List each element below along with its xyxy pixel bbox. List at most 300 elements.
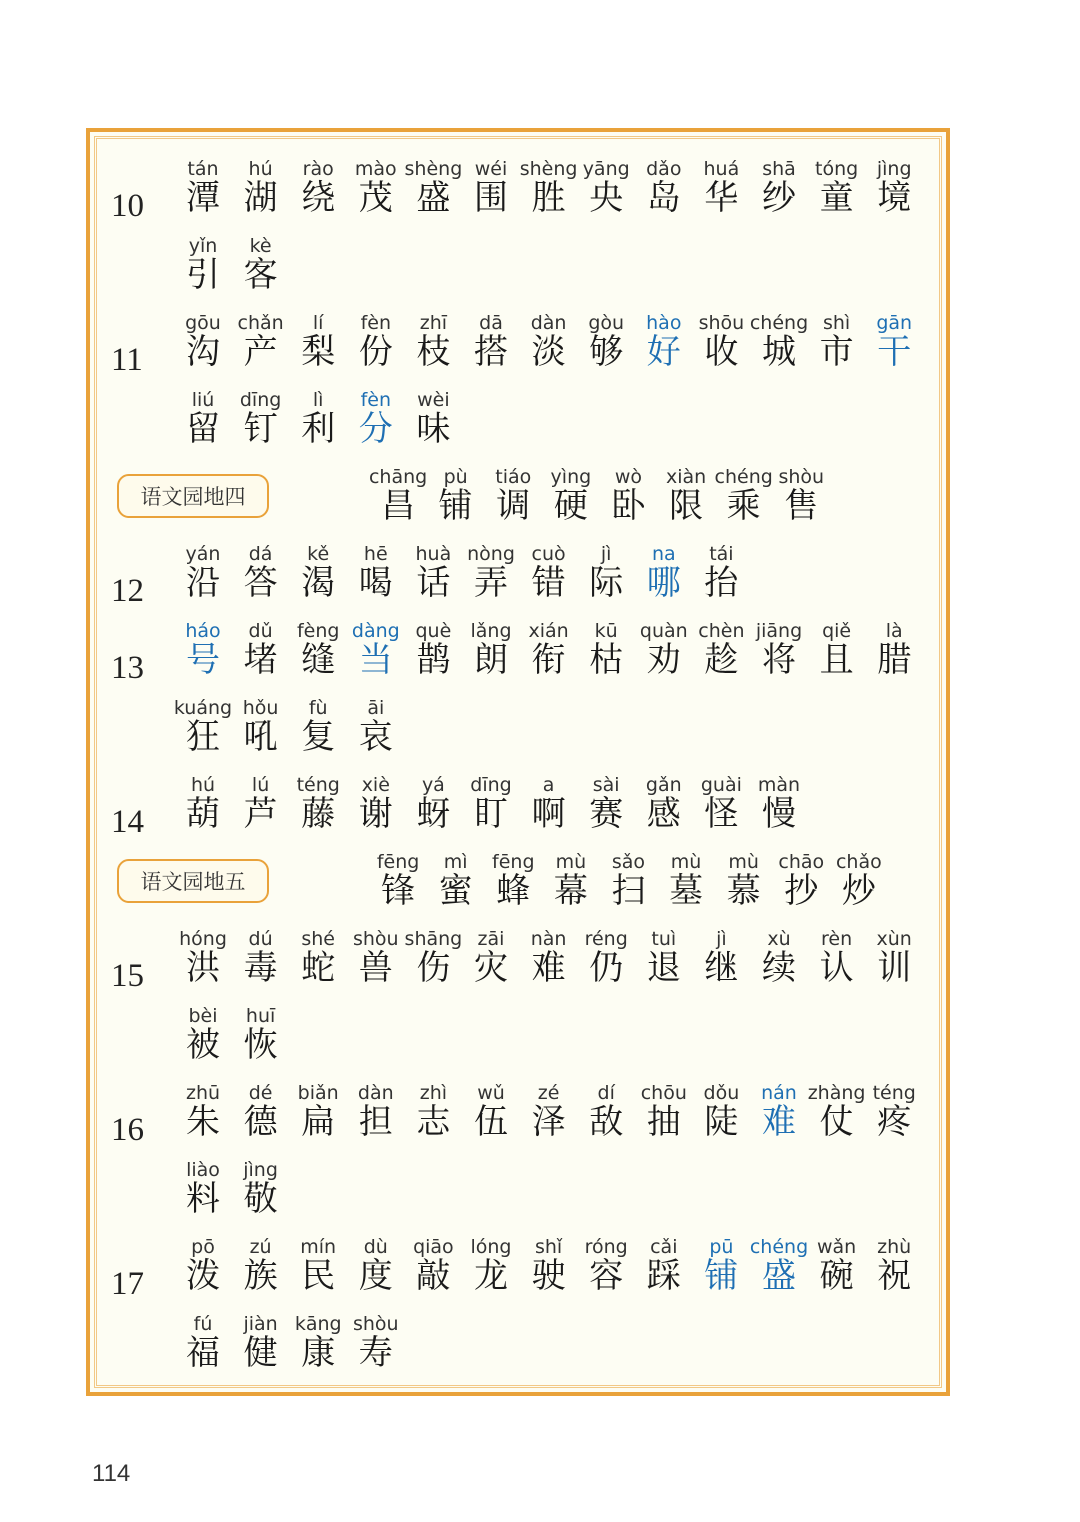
pinyin: huà (415, 543, 452, 565)
hanzi: 潭 (186, 178, 220, 218)
character-cell (541, 835, 601, 911)
hanzi: 吼 (243, 717, 278, 757)
pinyin: dīng (470, 774, 512, 796)
character-cell (231, 373, 291, 449)
character-cell (368, 835, 428, 911)
character-cell (519, 604, 579, 680)
hanzi: 纱 (762, 178, 796, 218)
character-cell (368, 450, 428, 526)
pinyin: chǎn (237, 312, 284, 334)
pinyin: zé (537, 1082, 560, 1104)
polyphonic-character-cell (634, 296, 694, 372)
character-cell (173, 1143, 233, 1219)
hanzi: 赛 (589, 794, 624, 834)
character-cell (864, 604, 924, 680)
character-cell (461, 527, 521, 603)
hanzi: 哀 (358, 717, 393, 757)
pinyin: nán (761, 1082, 797, 1104)
character-cell (461, 912, 521, 988)
pinyin: yá (421, 774, 445, 796)
hanzi: 担 (358, 1102, 393, 1142)
character-cell (173, 758, 233, 834)
pinyin: xiàn (665, 466, 707, 488)
hanzi: 容 (589, 1256, 624, 1296)
hanzi: 话 (416, 563, 451, 603)
character-cell (807, 912, 867, 988)
character-cell (231, 219, 291, 295)
hanzi: 乘 (726, 486, 761, 526)
pinyin: gōu (185, 312, 221, 334)
hanzi: 退 (646, 948, 681, 988)
hanzi: 哪 (646, 563, 681, 603)
pinyin: chéng (749, 312, 809, 334)
character-cell (288, 1220, 348, 1296)
hanzi: 仍 (589, 948, 624, 988)
pinyin: jìng (243, 1159, 278, 1181)
character-cell (173, 1297, 233, 1373)
pinyin: róng (584, 1236, 628, 1258)
hanzi: 利 (301, 409, 336, 449)
hanzi: 伤 (416, 948, 451, 988)
polyphonic-character-cell (346, 373, 406, 449)
character-cell (403, 604, 463, 680)
pinyin: wò (614, 466, 643, 488)
character-cell (807, 142, 867, 218)
pinyin: chāo (778, 851, 825, 873)
pinyin: dá (248, 543, 273, 565)
hanzi: 驶 (531, 1256, 566, 1296)
hanzi: 仗 (819, 1102, 854, 1142)
polyphonic-character-cell (749, 1066, 809, 1142)
hanzi: 民 (301, 1256, 336, 1296)
pinyin: kè (249, 235, 272, 257)
character-cell (231, 1143, 291, 1219)
hanzi: 敌 (589, 1102, 624, 1142)
pinyin: kě (307, 543, 330, 565)
pinyin: zhū (185, 1082, 221, 1104)
hanzi: 腊 (877, 640, 912, 680)
character-cell (714, 450, 774, 526)
pinyin: āi (367, 697, 385, 719)
character-cell (576, 604, 636, 680)
pinyin: chéng (749, 1236, 809, 1258)
pinyin: xián (528, 620, 569, 642)
hanzi: 感 (646, 794, 681, 834)
pinyin: mín (300, 1236, 337, 1258)
pinyin: dú (248, 928, 273, 950)
character-row (0, 527, 1080, 609)
pinyin: shì (822, 312, 851, 334)
hanzi: 好 (646, 332, 681, 372)
character-cell (771, 835, 831, 911)
hanzi: 铺 (438, 486, 473, 526)
character-cell (771, 450, 831, 526)
pinyin: lǎng (470, 620, 512, 642)
character-cell (634, 604, 694, 680)
pinyin: fú (193, 1313, 213, 1335)
character-cell (691, 758, 751, 834)
character-cell (576, 1066, 636, 1142)
hanzi: 岛 (646, 178, 681, 218)
lesson-number: 15 (111, 958, 144, 994)
pinyin: wǎn (816, 1236, 857, 1258)
pinyin: kuáng (173, 697, 233, 719)
section-tag: 语文园地四 (117, 474, 269, 518)
character-cell (576, 1220, 636, 1296)
hanzi: 衔 (531, 640, 566, 680)
character-cell (346, 758, 406, 834)
pinyin: hào (646, 312, 682, 334)
hanzi: 恢 (243, 1025, 278, 1065)
character-cell (576, 758, 636, 834)
hanzi: 围 (474, 178, 508, 218)
hanzi: 蜂 (496, 871, 531, 911)
hanzi: 枝 (416, 332, 451, 372)
hanzi: 怪 (704, 794, 739, 834)
pinyin: màn (757, 774, 801, 796)
character-cell (541, 450, 601, 526)
pinyin: háo (185, 620, 221, 642)
character-row (0, 1297, 1080, 1373)
hanzi: 被 (186, 1025, 220, 1065)
pinyin: zhàng (807, 1082, 866, 1104)
pinyin: yāng (582, 158, 630, 180)
pinyin: mì (443, 851, 468, 873)
character-cell (829, 835, 889, 911)
character-cell (346, 681, 406, 757)
hanzi: 难 (531, 948, 566, 988)
pinyin: shōu (698, 312, 745, 334)
pinyin: sài (592, 774, 620, 796)
pinyin: dù (363, 1236, 388, 1258)
hanzi: 份 (358, 332, 393, 372)
pinyin: fèng (296, 620, 340, 642)
hanzi: 认 (819, 948, 854, 988)
pinyin: dàng (351, 620, 400, 642)
hanzi: 芦 (243, 794, 278, 834)
lesson-number: 14 (111, 804, 144, 840)
pinyin: yìng (550, 466, 592, 488)
character-cell (634, 912, 694, 988)
pinyin: liào (186, 1159, 220, 1181)
polyphonic-character-cell (749, 1220, 809, 1296)
hanzi: 售 (784, 486, 819, 526)
hanzi: 幕 (553, 871, 588, 911)
pinyin: tuì (651, 928, 677, 950)
pinyin: xù (767, 928, 791, 950)
character-cell (173, 142, 233, 218)
character-cell (864, 1220, 924, 1296)
character-cell (288, 373, 348, 449)
pinyin: pō (191, 1236, 215, 1258)
hanzi: 盛 (416, 178, 451, 218)
pinyin: là (885, 620, 903, 642)
hanzi: 引 (186, 255, 220, 295)
pinyin: hóng (179, 928, 227, 950)
hanzi: 抄 (784, 871, 819, 911)
hanzi: 兽 (358, 948, 393, 988)
character-cell (691, 142, 751, 218)
pinyin: cǎi (650, 1236, 678, 1258)
pinyin: chōu (640, 1082, 687, 1104)
hanzi: 城 (762, 332, 796, 372)
lesson-number: 16 (111, 1112, 144, 1148)
character-row (0, 758, 1080, 840)
character-cell (749, 912, 809, 988)
pinyin: jì (716, 928, 727, 950)
hanzi: 复 (301, 717, 336, 757)
character-cell (519, 142, 579, 218)
character-cell (231, 604, 291, 680)
hanzi: 将 (762, 640, 796, 680)
pinyin: yǐn (188, 235, 218, 257)
hanzi: 踩 (646, 1256, 681, 1296)
hanzi: 搭 (474, 332, 508, 372)
character-cell (173, 681, 233, 757)
pinyin: kāng (294, 1313, 342, 1335)
hanzi: 难 (762, 1102, 796, 1142)
character-cell (346, 1066, 406, 1142)
hanzi: 健 (243, 1333, 278, 1373)
hanzi: 继 (704, 948, 739, 988)
hanzi: 分 (358, 409, 393, 449)
character-row (0, 450, 1080, 526)
pinyin: dā (479, 312, 503, 334)
pinyin: guài (700, 774, 742, 796)
character-row (0, 1220, 1080, 1302)
hanzi: 沿 (186, 563, 220, 603)
character-cell (461, 1066, 521, 1142)
character-cell (231, 758, 291, 834)
pinyin: fēng (376, 851, 420, 873)
character-cell (691, 527, 751, 603)
character-cell (461, 1220, 521, 1296)
character-cell (403, 142, 463, 218)
polyphonic-character-cell (864, 296, 924, 372)
character-cell (576, 296, 636, 372)
character-cell (691, 912, 751, 988)
character-cell (691, 604, 751, 680)
pinyin: sǎo (611, 851, 646, 873)
hanzi: 狂 (186, 717, 220, 757)
character-cell (173, 527, 233, 603)
pinyin: pù (443, 466, 468, 488)
hanzi: 抬 (704, 563, 739, 603)
hanzi: 限 (669, 486, 704, 526)
pinyin: a (542, 774, 555, 796)
pinyin: téng (296, 774, 340, 796)
hanzi: 错 (531, 563, 566, 603)
hanzi: 伍 (474, 1102, 508, 1142)
pinyin: jiāng (755, 620, 803, 642)
hanzi: 茂 (358, 178, 393, 218)
character-row (0, 1143, 1080, 1219)
pinyin: chāng (368, 466, 428, 488)
character-cell (519, 912, 579, 988)
character-cell (231, 912, 291, 988)
character-cell (173, 912, 233, 988)
character-cell (288, 604, 348, 680)
hanzi: 疼 (877, 1102, 912, 1142)
hanzi: 号 (186, 640, 220, 680)
pinyin: hē (363, 543, 388, 565)
character-cell (519, 758, 579, 834)
pinyin: shé (301, 928, 335, 950)
character-cell (519, 296, 579, 372)
pinyin: zāi (477, 928, 505, 950)
pinyin: téng (872, 1082, 916, 1104)
hanzi: 碗 (819, 1256, 854, 1296)
pinyin: lì (312, 389, 324, 411)
hanzi: 盯 (474, 794, 508, 834)
hanzi: 童 (819, 178, 854, 218)
character-cell (346, 296, 406, 372)
character-cell (461, 142, 521, 218)
character-cell (656, 835, 716, 911)
character-row (0, 373, 1080, 449)
pinyin: zhì (419, 1082, 448, 1104)
pinyin: mù (555, 851, 587, 873)
character-cell (346, 527, 406, 603)
character-row (0, 835, 1080, 911)
hanzi: 华 (704, 178, 739, 218)
pinyin: chèn (698, 620, 745, 642)
pinyin: shǐ (534, 1236, 563, 1258)
pinyin: xùn (876, 928, 912, 950)
hanzi: 且 (819, 640, 854, 680)
hanzi: 慢 (762, 794, 796, 834)
lesson-number: 17 (111, 1266, 144, 1302)
character-row (0, 912, 1080, 994)
hanzi: 盛 (762, 1256, 796, 1296)
character-cell (173, 219, 233, 295)
character-row (0, 1066, 1080, 1148)
hanzi: 料 (186, 1179, 220, 1219)
pinyin: hǒu (242, 697, 279, 719)
hanzi: 够 (589, 332, 624, 372)
pinyin: shòu (352, 928, 399, 950)
character-cell (231, 296, 291, 372)
character-cell (656, 450, 716, 526)
character-cell (173, 373, 233, 449)
hanzi: 枯 (589, 640, 624, 680)
hanzi: 硬 (553, 486, 588, 526)
pinyin: dǎo (646, 158, 682, 180)
hanzi: 墓 (669, 871, 704, 911)
pinyin: quàn (639, 620, 688, 642)
hanzi: 葫 (186, 794, 220, 834)
pinyin: mù (670, 851, 702, 873)
character-cell (288, 681, 348, 757)
character-cell (288, 296, 348, 372)
pinyin: gān (876, 312, 913, 334)
pinyin: gǎn (645, 774, 682, 796)
pinyin: qiě (822, 620, 852, 642)
character-cell (346, 1297, 406, 1373)
character-cell (634, 142, 694, 218)
pinyin: chéng (714, 466, 773, 488)
character-cell (519, 527, 579, 603)
pinyin: shāng (404, 928, 463, 950)
character-cell (231, 527, 291, 603)
pinyin: zú (249, 1236, 272, 1258)
hanzi: 铺 (704, 1256, 739, 1296)
pinyin: cuò (531, 543, 566, 565)
hanzi: 度 (358, 1256, 393, 1296)
hanzi: 渴 (301, 563, 336, 603)
polyphonic-character-cell (691, 1220, 751, 1296)
pinyin: què (415, 620, 452, 642)
hanzi: 际 (589, 563, 624, 603)
character-row (0, 219, 1080, 295)
hanzi: 泽 (531, 1102, 566, 1142)
hanzi: 鹊 (416, 640, 451, 680)
character-cell (634, 1220, 694, 1296)
hanzi: 境 (877, 178, 912, 218)
character-cell (173, 1220, 233, 1296)
pinyin: tiáo (495, 466, 532, 488)
pinyin: fù (308, 697, 328, 719)
pinyin: pū (709, 1236, 734, 1258)
hanzi: 福 (186, 1333, 220, 1373)
character-cell (173, 1066, 233, 1142)
pinyin: dīng (239, 389, 282, 411)
pinyin: dàn (530, 312, 567, 334)
hanzi: 锋 (381, 871, 416, 911)
pinyin: réng (584, 928, 628, 950)
pinyin: huá (703, 158, 740, 180)
character-cell (749, 758, 809, 834)
pinyin: wǔ (477, 1082, 505, 1104)
character-cell (634, 1066, 694, 1142)
hanzi: 趁 (704, 640, 739, 680)
character-cell (173, 296, 233, 372)
pinyin: qiāo (413, 1236, 454, 1258)
pinyin: shèng (519, 158, 578, 180)
hanzi: 啊 (531, 794, 566, 834)
hanzi: 续 (762, 948, 796, 988)
hanzi: 蚜 (416, 794, 451, 834)
character-cell (807, 1220, 867, 1296)
hanzi: 毒 (243, 948, 278, 988)
hanzi: 陡 (704, 1102, 739, 1142)
pinyin: gòu (588, 312, 625, 334)
pinyin: mào (354, 158, 397, 180)
hanzi: 淡 (531, 332, 566, 372)
hanzi: 调 (496, 486, 531, 526)
pinyin: mù (728, 851, 759, 873)
pinyin: zhī (419, 312, 448, 334)
character-cell (807, 296, 867, 372)
character-cell (864, 142, 924, 218)
hanzi: 钉 (243, 409, 278, 449)
character-cell (864, 1066, 924, 1142)
hanzi: 湖 (243, 178, 278, 218)
hanzi: 蜜 (438, 871, 473, 911)
character-cell (288, 527, 348, 603)
hanzi: 扫 (611, 871, 646, 911)
character-cell (231, 142, 291, 218)
pinyin: bèi (188, 1005, 218, 1027)
pinyin: tán (187, 158, 219, 180)
character-cell (403, 758, 463, 834)
pinyin: lóng (470, 1236, 512, 1258)
character-cell (403, 527, 463, 603)
character-row (0, 681, 1080, 757)
hanzi: 胜 (531, 178, 566, 218)
character-cell (519, 1220, 579, 1296)
hanzi: 央 (589, 178, 624, 218)
